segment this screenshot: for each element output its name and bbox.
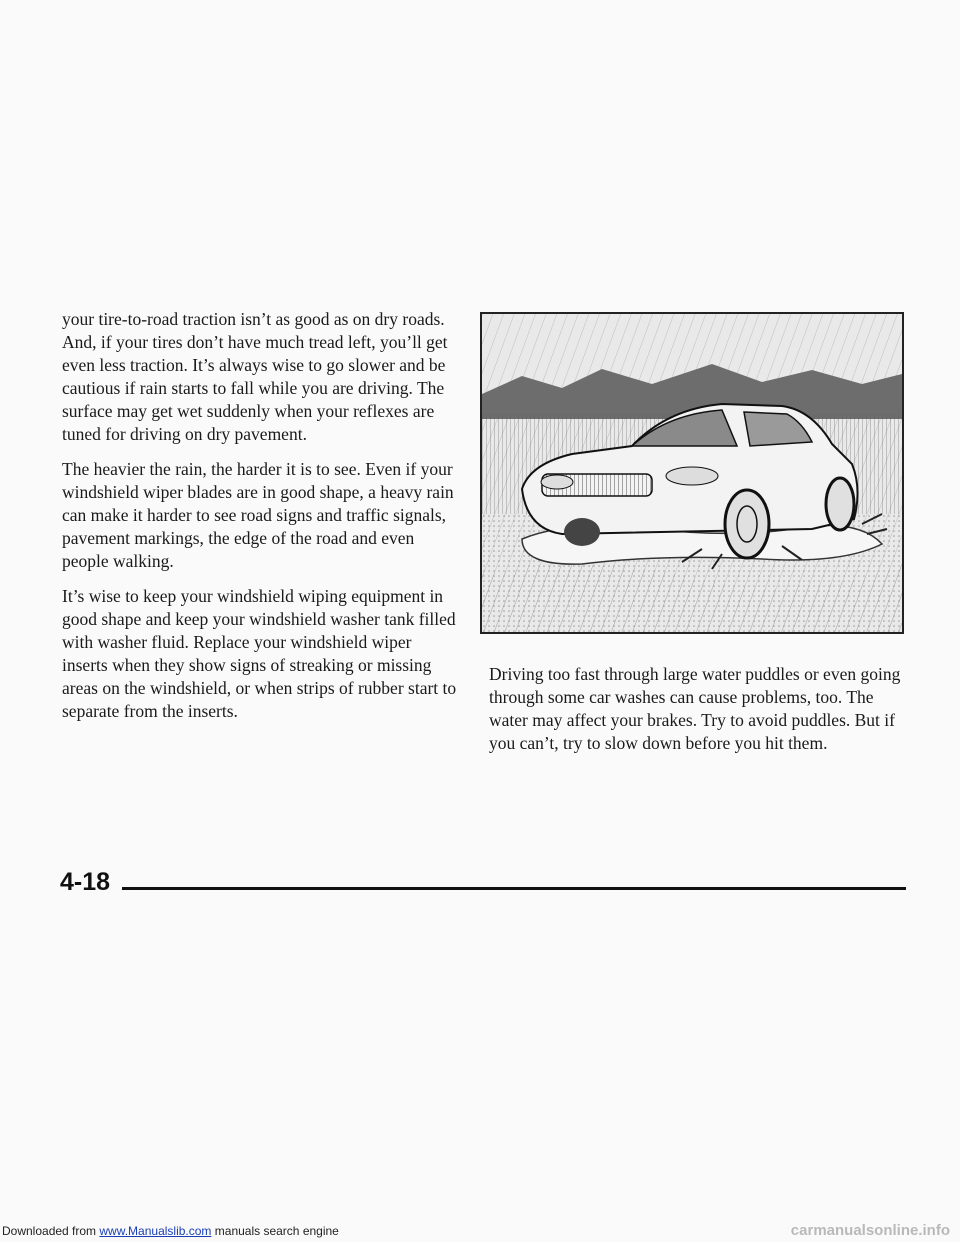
paragraph-water-puddles: Driving too fast through large water puddles or even going through some car washes can cause problems, too. The water may affect your brakes. Try to avoid puddles. But if you can’t, try to slow down before you hit them.: [489, 664, 901, 753]
horizontal-rule: [122, 887, 906, 890]
download-footer: [2, 1224, 339, 1238]
paragraph-traction: your tire-to-road traction isn’t as good as on dry roads. And, if your tires don’t have much tread left, you’ll get even less traction. It’s always wise to go slower and be cautious if rain starts to fall while you are driving. The surface may get wet suddenly when your reflexes are tuned for driving on dry pavement.: [62, 309, 448, 444]
car-in-rain-illustration: [480, 312, 904, 634]
paragraph-wiper-equipment: It’s wise to keep your windshield wiping equipment in good shape and keep your windshield washer tank filled with washer fluid. Replace your windshield wiper inserts when they show signs of streaking or missing areas on the windshield, or when strips of rubber start to separate from the inserts.: [62, 586, 457, 721]
manualslib-link[interactable]: www.Manualslib.com: [99, 1224, 212, 1238]
footer-suffix: manuals search engine: [211, 1224, 339, 1238]
right-column: [489, 663, 909, 755]
footer-prefix: Downloaded from: [2, 1224, 100, 1238]
left-column: [62, 308, 457, 735]
watermark: carmanualsonline.info: [790, 1222, 950, 1239]
paragraph-heavy-rain: The heavier the rain, the harder it is to see. Even if your windshield wiper blades are in good shape, a heavy rain can make it harder to see road signs and traffic signals, pavement markings, the edge of the road and even people walking.: [62, 459, 454, 571]
page-number: 4-18: [60, 868, 111, 896]
car-illustration-svg: [482, 314, 902, 632]
